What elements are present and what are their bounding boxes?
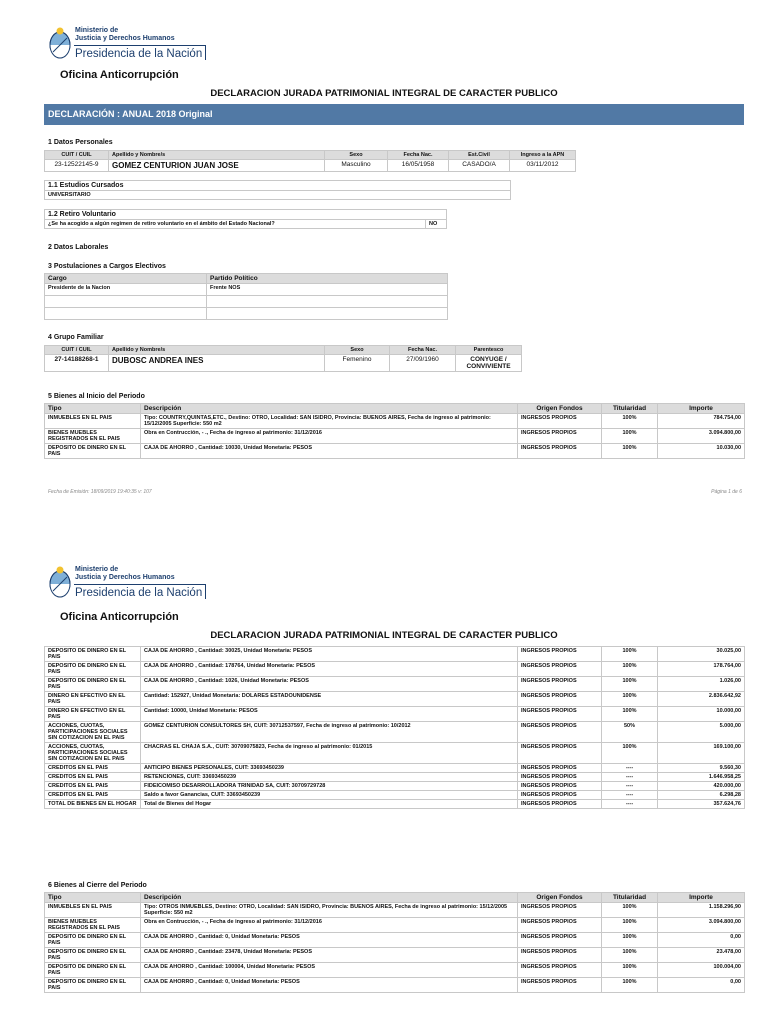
tipo-cell: DINERO EN EFECTIVO EN EL PAIS — [45, 692, 141, 707]
table-header-row — [45, 274, 448, 284]
importe-cell: 1.158.296,90 — [658, 903, 745, 918]
retiro-table — [44, 209, 447, 229]
origen-cell: INGRESOS PROPIOS — [518, 677, 602, 692]
tipo-cell: ACCIONES, CUOTAS, PARTICIPACIONES SOCIALES SIN COTIZACION EN EL PAIS — [45, 743, 141, 764]
importe-cell: 2.836.642,92 — [658, 692, 745, 707]
table-row — [45, 773, 745, 782]
header-cell: Tipo — [45, 404, 141, 414]
titularidad-cell: 100% — [602, 918, 658, 933]
importe-cell: 1.646.958,25 — [658, 773, 745, 782]
header-cell: CUIT / CUIL — [45, 151, 109, 160]
origen-cell: INGRESOS PROPIOS — [518, 692, 602, 707]
header-cell: Titularidad — [602, 404, 658, 414]
descripcion-cell: CAJA DE AHORRO , Cantidad: 1026, Unidad Monetaria: PESOS — [141, 677, 518, 692]
origen-cell: INGRESOS PROPIOS — [518, 978, 602, 993]
header-cell: Sexo — [325, 346, 390, 355]
header-cell: Importe — [658, 404, 745, 414]
tipo-cell: DINERO EN EFECTIVO EN EL PAIS — [45, 707, 141, 722]
descripcion-cell: GOMEZ CENTURION CONSULTORES SH, CUIT: 30712537597, Fecha de ingreso al patrimonio: 10/2012 — [141, 722, 518, 743]
cargo-cell — [45, 296, 207, 308]
importe-cell: 169.100,00 — [658, 743, 745, 764]
ministerio-logo — [48, 565, 203, 603]
table-row — [45, 647, 745, 662]
table-row — [45, 429, 745, 444]
grupo-familiar-table — [44, 345, 522, 372]
importe-cell: 6.298,28 — [658, 791, 745, 800]
header-cell: Ingreso a la APN — [510, 151, 576, 160]
origen-cell: INGRESOS PROPIOS — [518, 429, 602, 444]
importe-cell: 0,00 — [658, 933, 745, 948]
document-title: DECLARACION JURADA PATRIMONIAL INTEGRAL DE CARACTER PUBLICO — [210, 88, 558, 99]
header-cell: Tipo — [45, 893, 141, 903]
section-datos-personales: 1 Datos Personales — [48, 139, 113, 146]
descripcion-cell: CHACRAS EL CHAJA S.A., CUIT: 30709075823, Fecha de ingreso al patrimonio: 01/2015 — [141, 743, 518, 764]
importe-cell: 3.094.800,00 — [658, 918, 745, 933]
table-row — [45, 308, 448, 320]
oficina-title: Oficina Anticorrupción — [60, 611, 179, 623]
importe-cell: 178.764,00 — [658, 662, 745, 677]
table-row — [45, 764, 745, 773]
table-row — [45, 444, 745, 459]
tipo-cell: DEPOSITO DE DINERO EN EL PAIS — [45, 647, 141, 662]
origen-cell: INGRESOS PROPIOS — [518, 444, 602, 459]
nombre-value: GOMEZ CENTURION JUAN JOSE — [109, 160, 325, 172]
descripcion-cell: Total de Bienes del Hogar — [141, 800, 518, 809]
ministerio-line1: Ministerio de — [75, 27, 119, 34]
table-row — [45, 296, 448, 308]
table-row — [45, 677, 745, 692]
table-row — [45, 978, 745, 993]
argentina-seal-icon — [48, 565, 72, 601]
partido-cell — [207, 296, 448, 308]
tipo-cell: DEPOSITO DE DINERO EN EL PAIS — [45, 662, 141, 677]
descripcion-cell: CAJA DE AHORRO , Cantidad: 23478, Unidad Monetaria: PESOS — [141, 948, 518, 963]
importe-cell: 9.560,30 — [658, 764, 745, 773]
header-cell: Descripción — [141, 404, 518, 414]
descripcion-cell: FIDEICOMISO DESARROLLADORA TRINIDAD SA, CUIT: 30709729728 — [141, 782, 518, 791]
header-cell: Apellido y Nombre/s — [109, 346, 325, 355]
ministerio-text — [75, 27, 175, 42]
header-cell: Origen Fondos — [518, 404, 602, 414]
section-bienes-cierre: 6 Bienes al Cierre del Periodo — [48, 882, 147, 889]
table-row — [45, 933, 745, 948]
titularidad-cell: ---- — [602, 791, 658, 800]
origen-cell: INGRESOS PROPIOS — [518, 647, 602, 662]
ministerio-line1: Ministerio de — [75, 566, 119, 573]
titularidad-cell: 100% — [602, 743, 658, 764]
table-row — [45, 963, 745, 978]
bienes-inicio-table — [44, 403, 745, 459]
tipo-cell: CREDITOS EN EL PAIS — [45, 791, 141, 800]
table-row — [45, 948, 745, 963]
origen-cell: INGRESOS PROPIOS — [518, 722, 602, 743]
descripcion-cell: Tipo: OTROS INMUEBLES, Destino: OTRO, Localidad: SAN ISIDRO, Provincia: BUENOS AIRES, Fecha de ingreso al patrimonio: 15/12/2005 Superficie: 550 m2 — [141, 903, 518, 918]
header-cell: Partido Político — [207, 274, 448, 284]
titularidad-cell: 100% — [602, 933, 658, 948]
argentina-seal-icon — [48, 26, 72, 62]
declaracion-bar: DECLARACIÓN : ANUAL 2018 Original — [44, 104, 744, 125]
partido-cell: Frente NOS — [207, 284, 448, 296]
importe-cell: 30.025,00 — [658, 647, 745, 662]
oficina-title: Oficina Anticorrupción — [60, 69, 179, 81]
sexo-value: Femenino — [325, 355, 390, 372]
titularidad-cell: 100% — [602, 677, 658, 692]
bienes-inicio-continued-table — [44, 646, 745, 809]
header-cell: Origen Fondos — [518, 893, 602, 903]
table-row — [45, 662, 745, 677]
ministerio-logo — [48, 26, 203, 64]
header-cell: Est.Civil — [449, 151, 510, 160]
importe-cell: 420.000,00 — [658, 782, 745, 791]
header-cell: Fecha Nac. — [388, 151, 449, 160]
retiro-question: ¿Se ha acogido a algún regimen de retiro voluntario en el ámbito del Estado Nacional? — [45, 220, 426, 229]
table-header-row — [45, 346, 522, 355]
bienes-cierre-table — [44, 892, 745, 993]
table-row — [45, 791, 745, 800]
presidencia-text: Presidencia de la Nación — [74, 45, 206, 60]
table-header-row — [45, 404, 745, 414]
titularidad-cell: ---- — [602, 764, 658, 773]
titularidad-cell: 100% — [602, 948, 658, 963]
titularidad-cell: 100% — [602, 647, 658, 662]
importe-cell: 10.030,00 — [658, 444, 745, 459]
cuit-value: 27-14188268-1 — [45, 355, 109, 372]
estudios-value: UNIVERSITARIO — [45, 191, 511, 200]
importe-cell: 357.624,76 — [658, 800, 745, 809]
titularidad-cell: 100% — [602, 963, 658, 978]
section-bienes-inicio: 5 Bienes al Inicio del Periodo — [48, 393, 145, 400]
table-row — [45, 414, 745, 429]
tipo-cell: CREDITOS EN EL PAIS — [45, 764, 141, 773]
descripcion-cell: CAJA DE AHORRO , Cantidad: 100004, Unidad Monetaria: PESOS — [141, 963, 518, 978]
descripcion-cell: CAJA DE AHORRO , Cantidad: 178764, Unidad Monetaria: PESOS — [141, 662, 518, 677]
page-number: Página 1 de 6 — [711, 489, 742, 495]
tipo-cell: DEPOSITO DE DINERO EN EL PAIS — [45, 948, 141, 963]
section-estudios: 1.1 Estudios Cursados — [45, 181, 511, 191]
tipo-cell: DEPOSITO DE DINERO EN EL PAIS — [45, 444, 141, 459]
postulaciones-table — [44, 273, 448, 320]
origen-cell: INGRESOS PROPIOS — [518, 743, 602, 764]
header-cell: Fecha Nac. — [390, 346, 456, 355]
tipo-cell: BIENES MUEBLES REGISTRADOS EN EL PAIS — [45, 918, 141, 933]
tipo-cell: INMUEBLES EN EL PAIS — [45, 903, 141, 918]
header-cell: Sexo — [325, 151, 388, 160]
section-grupo-familiar: 4 Grupo Familiar — [48, 334, 104, 341]
tipo-cell: INMUEBLES EN EL PAIS — [45, 414, 141, 429]
header-cell: Parentesco — [456, 346, 522, 355]
table-header-row — [45, 151, 576, 160]
nombre-value: DUBOSC ANDREA INES — [109, 355, 325, 372]
descripcion-cell: Obra en Contrucción, - ., Fecha de ingreso al patrimonio: 31/12/2016 — [141, 918, 518, 933]
descripcion-cell: Tipo: COUNTRY,QUINTAS,ETC., Destino: OTRO, Localidad: SAN ISIDRO, Provincia: BUENOS AIRES, Fecha de ingreso al patrimonio: 15/12/2005 Superficie: 550 m2 — [141, 414, 518, 429]
tipo-cell: DEPOSITO DE DINERO EN EL PAIS — [45, 677, 141, 692]
descripcion-cell: CAJA DE AHORRO , Cantidad: 0, Unidad Monetaria: PESOS — [141, 978, 518, 993]
cargo-cell — [45, 308, 207, 320]
tipo-cell: CREDITOS EN EL PAIS — [45, 773, 141, 782]
importe-cell: 10.000,00 — [658, 707, 745, 722]
header-cell: Apellido y Nombre/s — [109, 151, 325, 160]
fecha-nac-value: 27/09/1960 — [390, 355, 456, 372]
parentesco-value: CONYUGE / CONVIVIENTE — [456, 355, 522, 372]
cuit-value: 23-12522145-9 — [45, 160, 109, 172]
titularidad-cell: 100% — [602, 429, 658, 444]
origen-cell: INGRESOS PROPIOS — [518, 414, 602, 429]
header-cell: Cargo — [45, 274, 207, 284]
fecha-emision: Fecha de Emisión: 18/09/2019 19:40:35 v: 107 — [48, 489, 152, 495]
tipo-cell: TOTAL DE BIENES EN EL HOGAR — [45, 800, 141, 809]
header-cell: CUIT / CUIL — [45, 346, 109, 355]
table-header-row — [45, 893, 745, 903]
section-postulaciones: 3 Postulaciones a Cargos Electivos — [48, 263, 166, 270]
origen-cell: INGRESOS PROPIOS — [518, 918, 602, 933]
table-row — [45, 284, 448, 296]
descripcion-cell: Saldo a favor Ganancias, CUIT: 33693450239 — [141, 791, 518, 800]
ministerio-line2: Justicia y Derechos Humanos — [75, 34, 175, 42]
descripcion-cell: RETENCIONES, CUIT: 33693450239 — [141, 773, 518, 782]
table-row — [45, 707, 745, 722]
descripcion-cell: CAJA DE AHORRO , Cantidad: 30025, Unidad Monetaria: PESOS — [141, 647, 518, 662]
origen-cell: INGRESOS PROPIOS — [518, 933, 602, 948]
table-row — [45, 903, 745, 918]
titularidad-cell: 100% — [602, 978, 658, 993]
titularidad-cell: 100% — [602, 707, 658, 722]
table-row — [45, 692, 745, 707]
titularidad-cell: ---- — [602, 800, 658, 809]
origen-cell: INGRESOS PROPIOS — [518, 782, 602, 791]
titularidad-cell: 100% — [602, 414, 658, 429]
sexo-value: Masculino — [325, 160, 388, 172]
table-row — [45, 918, 745, 933]
tipo-cell: DEPOSITO DE DINERO EN EL PAIS — [45, 978, 141, 993]
origen-cell: INGRESOS PROPIOS — [518, 764, 602, 773]
descripcion-cell: CAJA DE AHORRO , Cantidad: 10030, Unidad Monetaria: PESOS — [141, 444, 518, 459]
origen-cell: INGRESOS PROPIOS — [518, 773, 602, 782]
origen-cell: INGRESOS PROPIOS — [518, 800, 602, 809]
importe-cell: 23.478,00 — [658, 948, 745, 963]
section-retiro: 1.2 Retiro Voluntario — [45, 210, 447, 220]
tipo-cell: CREDITOS EN EL PAIS — [45, 782, 141, 791]
importe-cell: 784.754,00 — [658, 414, 745, 429]
importe-cell: 5.000,00 — [658, 722, 745, 743]
importe-cell: 3.094.800,00 — [658, 429, 745, 444]
origen-cell: INGRESOS PROPIOS — [518, 791, 602, 800]
table-row — [45, 355, 522, 372]
document-title: DECLARACION JURADA PATRIMONIAL INTEGRAL DE CARACTER PUBLICO — [210, 630, 558, 641]
table-row — [45, 782, 745, 791]
ingreso-apn-value: 03/11/2012 — [510, 160, 576, 172]
origen-cell: INGRESOS PROPIOS — [518, 662, 602, 677]
ministerio-text — [75, 566, 175, 581]
origen-cell: INGRESOS PROPIOS — [518, 948, 602, 963]
titularidad-cell: 50% — [602, 722, 658, 743]
retiro-answer: NO — [426, 220, 447, 229]
descripcion-cell: Cantidad: 152927, Unidad Monetaria: DOLARES ESTADOUNIDENSE — [141, 692, 518, 707]
table-row — [45, 743, 745, 764]
descripcion-cell: Cantidad: 10000, Unidad Monetaria: PESOS — [141, 707, 518, 722]
origen-cell: INGRESOS PROPIOS — [518, 903, 602, 918]
ministerio-line2: Justicia y Derechos Humanos — [75, 573, 175, 581]
titularidad-cell: 100% — [602, 692, 658, 707]
origen-cell: INGRESOS PROPIOS — [518, 963, 602, 978]
cargo-cell: Presidente de la Nacion — [45, 284, 207, 296]
titularidad-cell: 100% — [602, 444, 658, 459]
datos-personales-table — [44, 150, 576, 172]
titularidad-cell: 100% — [602, 903, 658, 918]
importe-cell: 1.026,00 — [658, 677, 745, 692]
presidencia-text: Presidencia de la Nación — [74, 584, 206, 599]
tipo-cell: ACCIONES, CUOTAS, PARTICIPACIONES SOCIALES SIN COTIZACION EN EL PAIS — [45, 722, 141, 743]
descripcion-cell: CAJA DE AHORRO , Cantidad: 0, Unidad Monetaria: PESOS — [141, 933, 518, 948]
partido-cell — [207, 308, 448, 320]
table-row — [45, 800, 745, 809]
importe-cell: 100.004,00 — [658, 963, 745, 978]
estado-civil-value: CASADO/A — [449, 160, 510, 172]
descripcion-cell: ANTICIPO BIENES PERSONALES, CUIT: 33693450239 — [141, 764, 518, 773]
table-row — [45, 722, 745, 743]
titularidad-cell: 100% — [602, 662, 658, 677]
descripcion-cell: Obra en Contrucción, - ., Fecha de ingreso al patrimonio: 31/12/2016 — [141, 429, 518, 444]
tipo-cell: DEPOSITO DE DINERO EN EL PAIS — [45, 933, 141, 948]
estudios-table — [44, 180, 511, 200]
tipo-cell: DEPOSITO DE DINERO EN EL PAIS — [45, 963, 141, 978]
fecha-nac-value: 16/05/1958 — [388, 160, 449, 172]
header-cell: Titularidad — [602, 893, 658, 903]
header-cell: Descripción — [141, 893, 518, 903]
section-datos-laborales: 2 Datos Laborales — [48, 244, 109, 251]
titularidad-cell: ---- — [602, 782, 658, 791]
importe-cell: 0,00 — [658, 978, 745, 993]
table-row — [45, 220, 447, 229]
titularidad-cell: ---- — [602, 773, 658, 782]
table-row — [45, 160, 576, 172]
origen-cell: INGRESOS PROPIOS — [518, 707, 602, 722]
header-cell: Importe — [658, 893, 745, 903]
tipo-cell: BIENES MUEBLES REGISTRADOS EN EL PAIS — [45, 429, 141, 444]
